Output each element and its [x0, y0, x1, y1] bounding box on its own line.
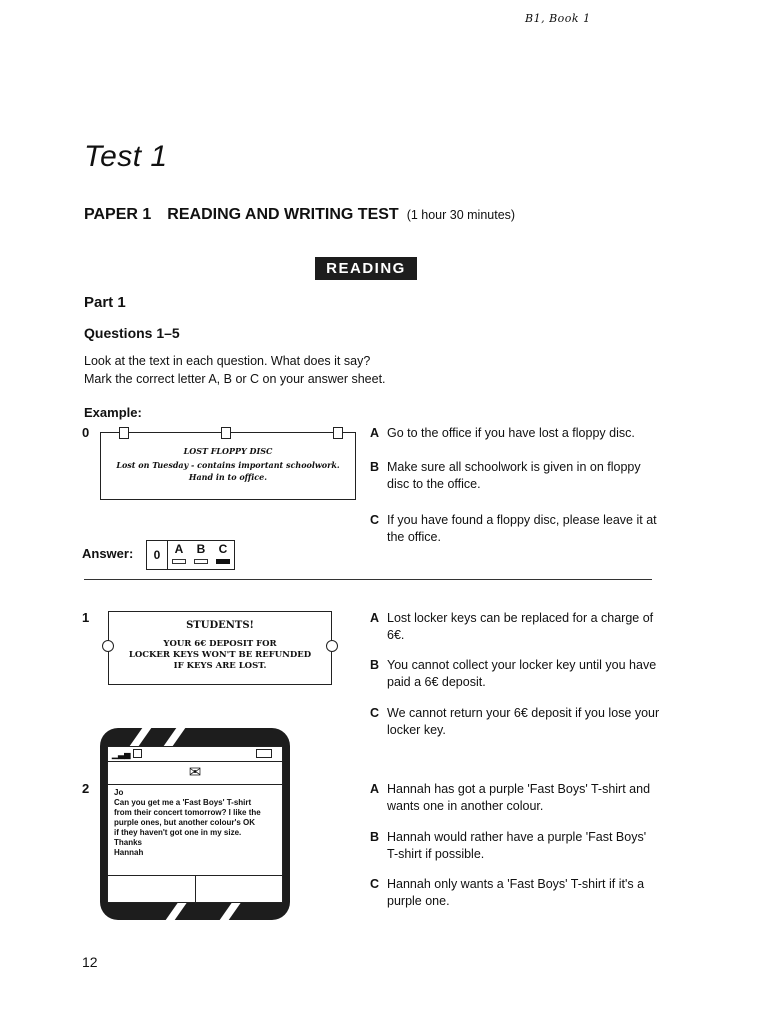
paper-heading [84, 206, 515, 224]
text-message [108, 785, 282, 876]
q2-option-b [370, 829, 660, 863]
reading-banner: READING [315, 257, 417, 280]
notice-clip-icon [119, 427, 129, 439]
answer-lozenge-filled [216, 559, 230, 564]
option-text: You cannot collect your locker key until you have paid a 6€ deposit. [387, 658, 657, 689]
option-letter: C [370, 706, 380, 720]
message-icon: ✉ [108, 762, 282, 785]
q2-option-c [370, 876, 660, 910]
option-letter: C [370, 877, 380, 891]
option-letter: B [370, 830, 380, 844]
message-line: Thanks [114, 838, 143, 847]
notice-title: LOST FLOPPY DISC [183, 446, 273, 456]
signal-icon: ▁▃▅ [112, 750, 131, 759]
option-letter: A [370, 426, 380, 440]
paper-number: PAPER 1 [84, 206, 152, 223]
option-text: If you have found a floppy disc, please leave it at the office. [387, 513, 657, 544]
students-notice [108, 611, 332, 685]
notice-line: Lost on Tuesday - contains important schoolwork. [116, 460, 340, 470]
example-heading: Example: [84, 405, 142, 420]
message-line: if they haven't got one in my size. [114, 828, 242, 837]
message-line: Jo [114, 788, 124, 797]
notice-heading: STUDENTS! [186, 620, 254, 631]
lost-floppy-notice [100, 432, 356, 500]
option-text: Go to the office if you have lost a floppy disc. [387, 426, 635, 440]
questions-heading: Questions 1–5 [84, 325, 180, 341]
question-number: 1 [82, 610, 90, 625]
answer-label: Answer: [82, 546, 134, 561]
option-letter: A [370, 611, 380, 625]
phone-soft-keys [108, 876, 282, 904]
answer-box [146, 540, 235, 570]
phone-stripe [130, 728, 152, 746]
q1-option-c [370, 705, 660, 739]
option-text: Make sure all schoolwork is given in on floppy disc to the office. [387, 460, 641, 491]
message-line: from their concert tomorrow? I like the [114, 808, 261, 817]
battery-icon [256, 749, 272, 758]
paper-name: READING AND WRITING TEST [167, 206, 399, 223]
q1-option-b [370, 657, 660, 691]
notice-line: YOUR 6€ DEPOSIT FOR [163, 639, 277, 649]
answer-letter: B [196, 542, 206, 556]
option-text: Lost locker keys can be replaced for a charge of 6€. [387, 611, 654, 642]
notice-clip-icon [221, 427, 231, 439]
option-text: Hannah only wants a 'Fast Boys' T-shirt if it's a purple one. [387, 877, 645, 908]
answer-lozenge [194, 559, 208, 564]
phone-stripe [166, 902, 188, 920]
option-text: Hannah would rather have a purple 'Fast Boys' T-shirt if possible. [387, 830, 647, 861]
answer-letter: A [174, 542, 184, 556]
answer-lozenge [172, 559, 186, 564]
page-number: 12 [82, 954, 98, 970]
example-number: 0 [82, 425, 90, 440]
message-line: Hannah [114, 848, 144, 857]
option-text: Hannah has got a purple 'Fast Boys' T-shirt and wants one in another colour. [387, 782, 651, 813]
q1-option-a [370, 610, 660, 644]
phone-stripe [220, 902, 242, 920]
notice-line: Hand in to office. [188, 472, 268, 482]
option-letter: C [370, 513, 380, 527]
answer-number: 0 [147, 541, 168, 569]
notice-line: LOCKER KEYS WON'T BE REFUNDED [128, 650, 312, 660]
message-line: Can you get me a 'Fast Boys' T-shirt [114, 798, 252, 807]
option-letter: A [370, 782, 380, 796]
mobile-phone-illustration [100, 728, 290, 920]
section-divider [84, 579, 652, 580]
option-text: We cannot return your 6€ deposit if you lose your locker key. [387, 706, 660, 737]
q2-option-a [370, 781, 660, 815]
example-option-b [370, 459, 660, 493]
part-heading: Part 1 [84, 294, 126, 311]
paper-duration: (1 hour 30 minutes) [406, 208, 516, 222]
phone-status-bar [108, 747, 282, 762]
phone-stripe [164, 728, 186, 746]
question-number: 2 [82, 781, 90, 796]
notice-clip-icon [333, 427, 343, 439]
option-letter: B [370, 460, 380, 474]
pin-icon [326, 640, 338, 652]
instruction-line: Look at the text in each question. What does it say? [84, 354, 371, 368]
example-option-c [370, 512, 660, 546]
answer-letter: C [218, 542, 228, 556]
pin-icon [102, 640, 114, 652]
test-title: Test 1 [84, 140, 168, 173]
option-letter: B [370, 658, 380, 672]
indicator-icon [133, 749, 142, 758]
notice-line: IF KEYS ARE LOST. [173, 661, 267, 671]
phone-screen [107, 746, 283, 903]
handwritten-book-note: B1, Book 1 [525, 12, 591, 25]
example-option-a [370, 425, 660, 442]
instruction-line: Mark the correct letter A, B or C on your answer sheet. [84, 372, 386, 386]
message-line: purple ones, but another colour's OK [114, 818, 256, 827]
